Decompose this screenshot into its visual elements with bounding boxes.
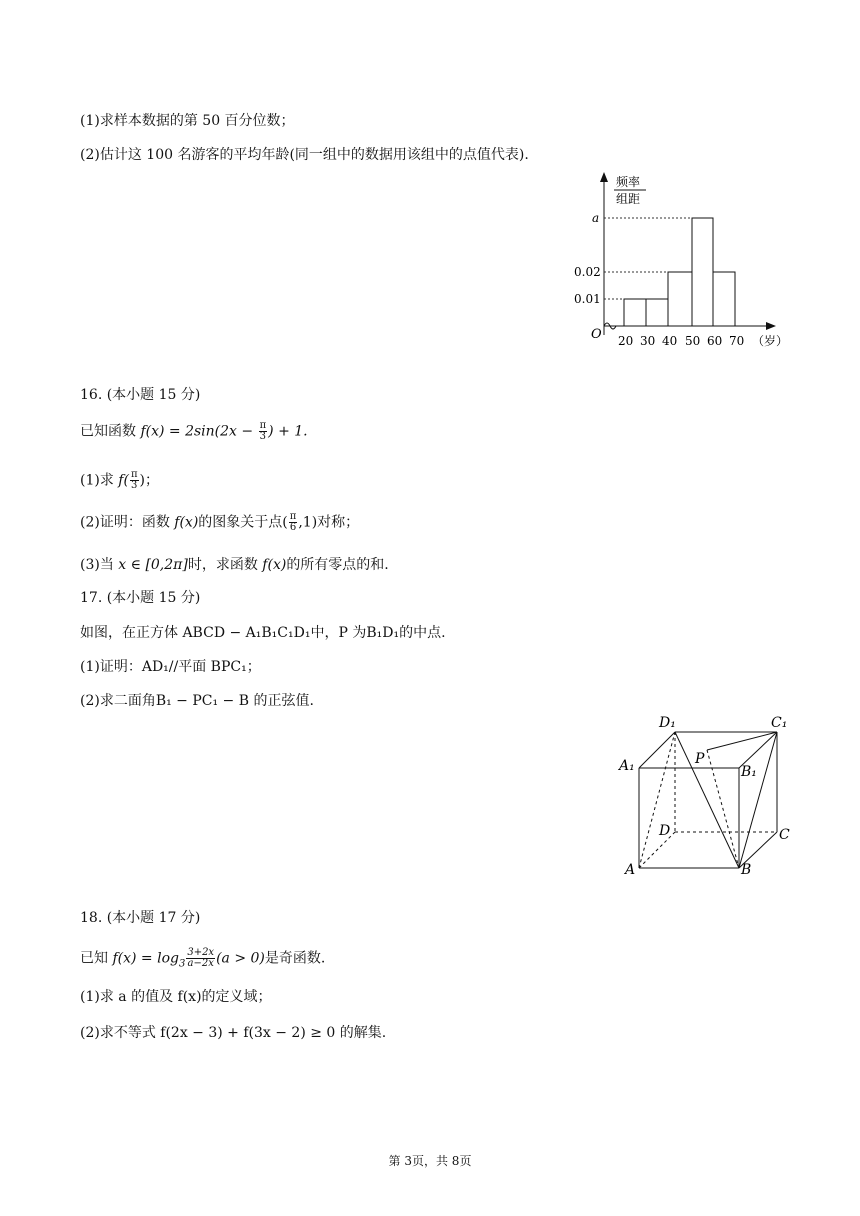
page-footer: 第 3页，共 8页 [388, 1154, 472, 1168]
xtick-70: 70 [729, 334, 745, 348]
q17-part1: (1)证明：AD₁//平面 BPC₁； [80, 659, 261, 675]
q16-heading: 16. (本小题 15 分) [80, 387, 201, 403]
ytick-002: 0.02 [574, 265, 601, 279]
x-unit: （岁） [752, 334, 789, 348]
xtick-20: 20 [618, 334, 634, 348]
cube-figure [615, 712, 800, 882]
q18-stem: 已知 $f(x) = \log_3$ $\frac{3+2x}{a-2x}$ (a > 0)是奇函数. [80, 947, 326, 970]
q18-heading: 18. (本小题 17 分) [80, 910, 201, 926]
bar-50-60 [692, 218, 713, 326]
q16-stem: 已知函数 f(x) = 2sin(2x − $\frac{\pi}{3}$ ) + 1. [80, 420, 308, 442]
label-A: A [625, 862, 636, 878]
label-C: C [779, 827, 790, 843]
fraction-pi-6: $\frac{\pi}{6}$ [289, 511, 297, 533]
label-B1: B₁ [741, 764, 757, 780]
fraction-3p2x-over-am2x: $\frac{3+2x}{a-2x}$ [187, 947, 215, 969]
fraction-pi-3: $\frac{\pi}{3}$ [130, 469, 138, 491]
bar-60-70 [713, 272, 735, 326]
xtick-30: 30 [640, 334, 656, 348]
q17-part2: (2)求二面角B₁ − PC₁ − B 的正弦值. [80, 693, 314, 709]
histogram [574, 170, 810, 355]
q15-part2: (2)估计这 100 名游客的平均年龄(同一组中的数据用该组中的点值代表). [80, 147, 529, 163]
label-D: D [659, 823, 671, 839]
ylabel-top: 频率 [616, 175, 641, 189]
label-B: B [741, 862, 752, 878]
xtick-60: 60 [707, 334, 723, 348]
bar-30-40 [646, 299, 668, 326]
origin-label: O [591, 327, 602, 342]
ytick-a: a [592, 211, 600, 225]
q18-part2: (2)求不等式 f(2x − 3) + f(3x − 2) ≥ 0 的解集. [80, 1025, 387, 1041]
q15-part1: (1)求样本数据的第 50 百分位数； [80, 113, 295, 129]
q16-part3: (3)当 x ∈ [0,2π]时，求函数 f(x)的所有零点的和. [80, 557, 389, 573]
label-P: P [695, 751, 705, 767]
q17-stem: 如图，在正方体 ABCD − A₁B₁C₁D₁中，P 为B₁D₁的中点. [80, 625, 446, 641]
bar-20-30 [624, 299, 646, 326]
q17-heading: 17. (本小题 15 分) [80, 590, 201, 606]
q16-part1: (1)求 f( $\frac{\pi}{3}$ )； [80, 469, 159, 491]
ylabel-bottom: 组距 [616, 192, 641, 206]
fraction-pi-3: $\frac{\pi}{3}$ [259, 420, 267, 442]
label-A1: A₁ [619, 758, 635, 774]
q18-part1: (1)求 a 的值及 f(x)的定义域； [80, 989, 272, 1005]
label-C1: C₁ [771, 715, 788, 731]
bar-40-50 [668, 272, 692, 326]
xtick-50: 50 [685, 334, 701, 348]
q16-part2: (2)证明：函数 f(x)的图象关于点( $\frac{\pi}{6}$ ,1)对称； [80, 511, 360, 533]
ytick-001: 0.01 [574, 292, 601, 306]
label-D1: D₁ [659, 715, 676, 731]
xtick-40: 40 [662, 334, 678, 348]
